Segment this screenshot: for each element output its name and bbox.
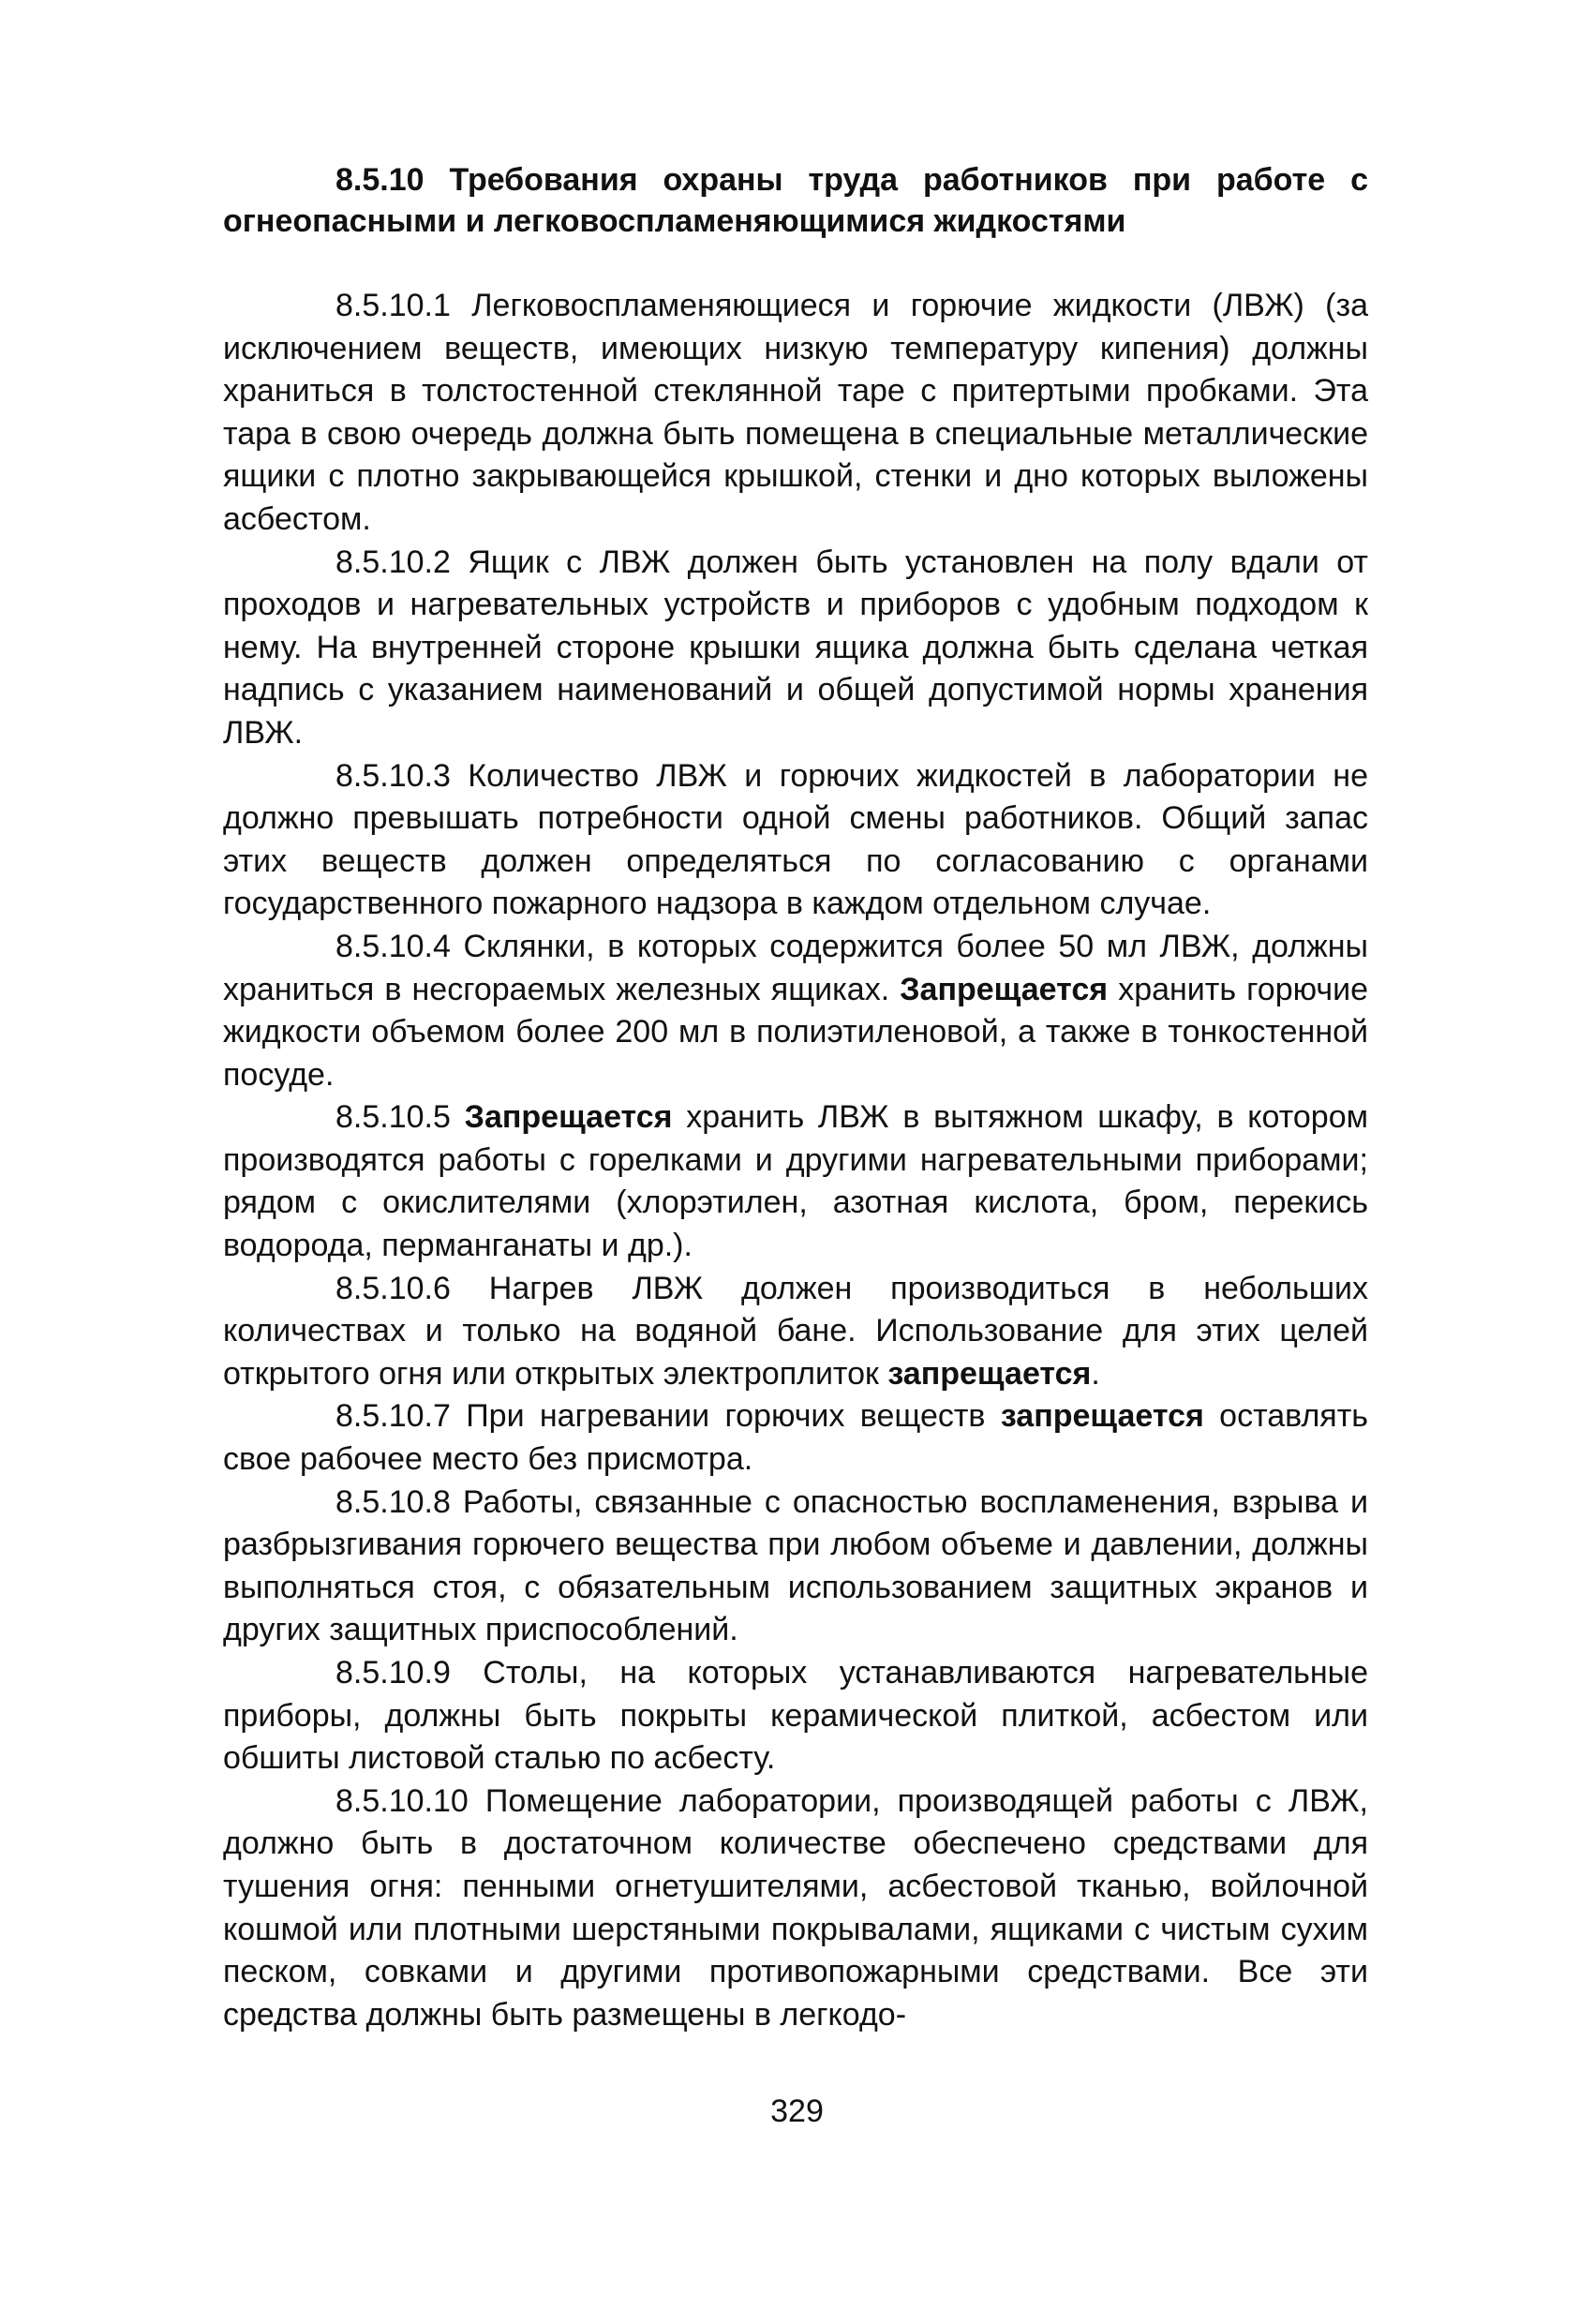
body-text xyxy=(223,285,1368,2036)
paragraph-8-5-10-5: 8.5.10.5 Запрещается хранить ЛВЖ в вытяжном шкафу, в котором производятся работы с горелками и другими нагревательными приборами; рядом с окислителями (хлорэтилен, азотная кислота, бром, перекись водорода, перманганаты и др.). xyxy=(223,1099,1368,1264)
paragraph-8-5-10-3: 8.5.10.3 Количество ЛВЖ и горючих жидкостей в лаборатории не должно превышать потребности одной смены работников. Общий запас этих веществ должен определяться по согласованию с органами государственного пожарного надзора в каждом отдельном случае. xyxy=(223,757,1368,922)
paragraph-8-5-10-9: 8.5.10.9 Столы, на которых устанавливаются нагревательные приборы, должны быть покрыты керамической плиткой, асбестом или обшиты листовой сталью по асбесту. xyxy=(223,1655,1368,1777)
page-content xyxy=(223,159,1368,2036)
emphasis-prohibited: Запрещается xyxy=(900,971,1109,1007)
page-number: 329 xyxy=(770,2093,824,2129)
emphasis-prohibited: запрещается xyxy=(1000,1398,1204,1435)
emphasis-prohibited: Запрещается xyxy=(464,1099,673,1136)
paragraph-8-5-10-7: 8.5.10.7 При нагревании горючих веществ запрещается оставлять свое рабочее место без присмотра. xyxy=(223,1398,1368,1478)
paragraph-8-5-10-1: 8.5.10.1 Легковоспламеняющиеся и горючие жидкости (ЛВЖ) (за исключением веществ, имеющих низкую температуру кипения) должны храниться в толстостенной стеклянной таре с притертыми пробками. Эта тара в свою очередь должна быть помещена в специальные металлические ящики с плотно закрывающейся крышкой, стенки и дно которых выложены асбестом. xyxy=(223,288,1368,537)
paragraph-8-5-10-8: 8.5.10.8 Работы, связанные с опасностью воспламенения, взрыва и разбрызгивания горючего вещества при любом объеме и давлении, должны выполняться стоя, с обязательным использованием защитных экранов и других защитных приспособлений. xyxy=(223,1483,1368,1648)
section-heading: 8.5.10 Требования охраны труда работников при работе с огнеопасными и легковоспламеняющимися жидкостями xyxy=(223,162,1368,239)
paragraph-8-5-10-4: 8.5.10.4 Склянки, в которых содержится более 50 мл ЛВЖ, должны храниться в несгораемых железных ящиках. Запрещается хранить горючие жидкости объемом более 200 мл в полиэтиленовой, а также в тонкостенной посуде. xyxy=(223,928,1368,1093)
paragraph-8-5-10-10: 8.5.10.10 Помещение лаборатории, производящей работы с ЛВЖ, должно быть в достаточном количестве обеспечено средствами для тушения огня: пенными огнетушителями, асбестовой тканью, войлочной кошмой или плотными шерстяными покрывалами, ящиками с чистым сухим песком, совками и другими противопожарными средствами. Все эти средства должны быть размещены в легкодо- xyxy=(223,1782,1368,2033)
paragraph-8-5-10-2: 8.5.10.2 Ящик с ЛВЖ должен быть установлен на полу вдали от проходов и нагревательных устройств и приборов с удобным подходом к нему. На внутренней стороне крышки ящика должна быть сделана четкая надпись с указанием наименований и общей допустимой нормы хранения ЛВЖ. xyxy=(223,544,1368,751)
emphasis-prohibited: запрещается xyxy=(887,1355,1092,1392)
paragraph-8-5-10-6: 8.5.10.6 Нагрев ЛВЖ должен производиться в небольших количествах и только на водяной бане. Использование для этих целей открытого огня или открытых электроплиток запрещается. xyxy=(223,1270,1368,1392)
